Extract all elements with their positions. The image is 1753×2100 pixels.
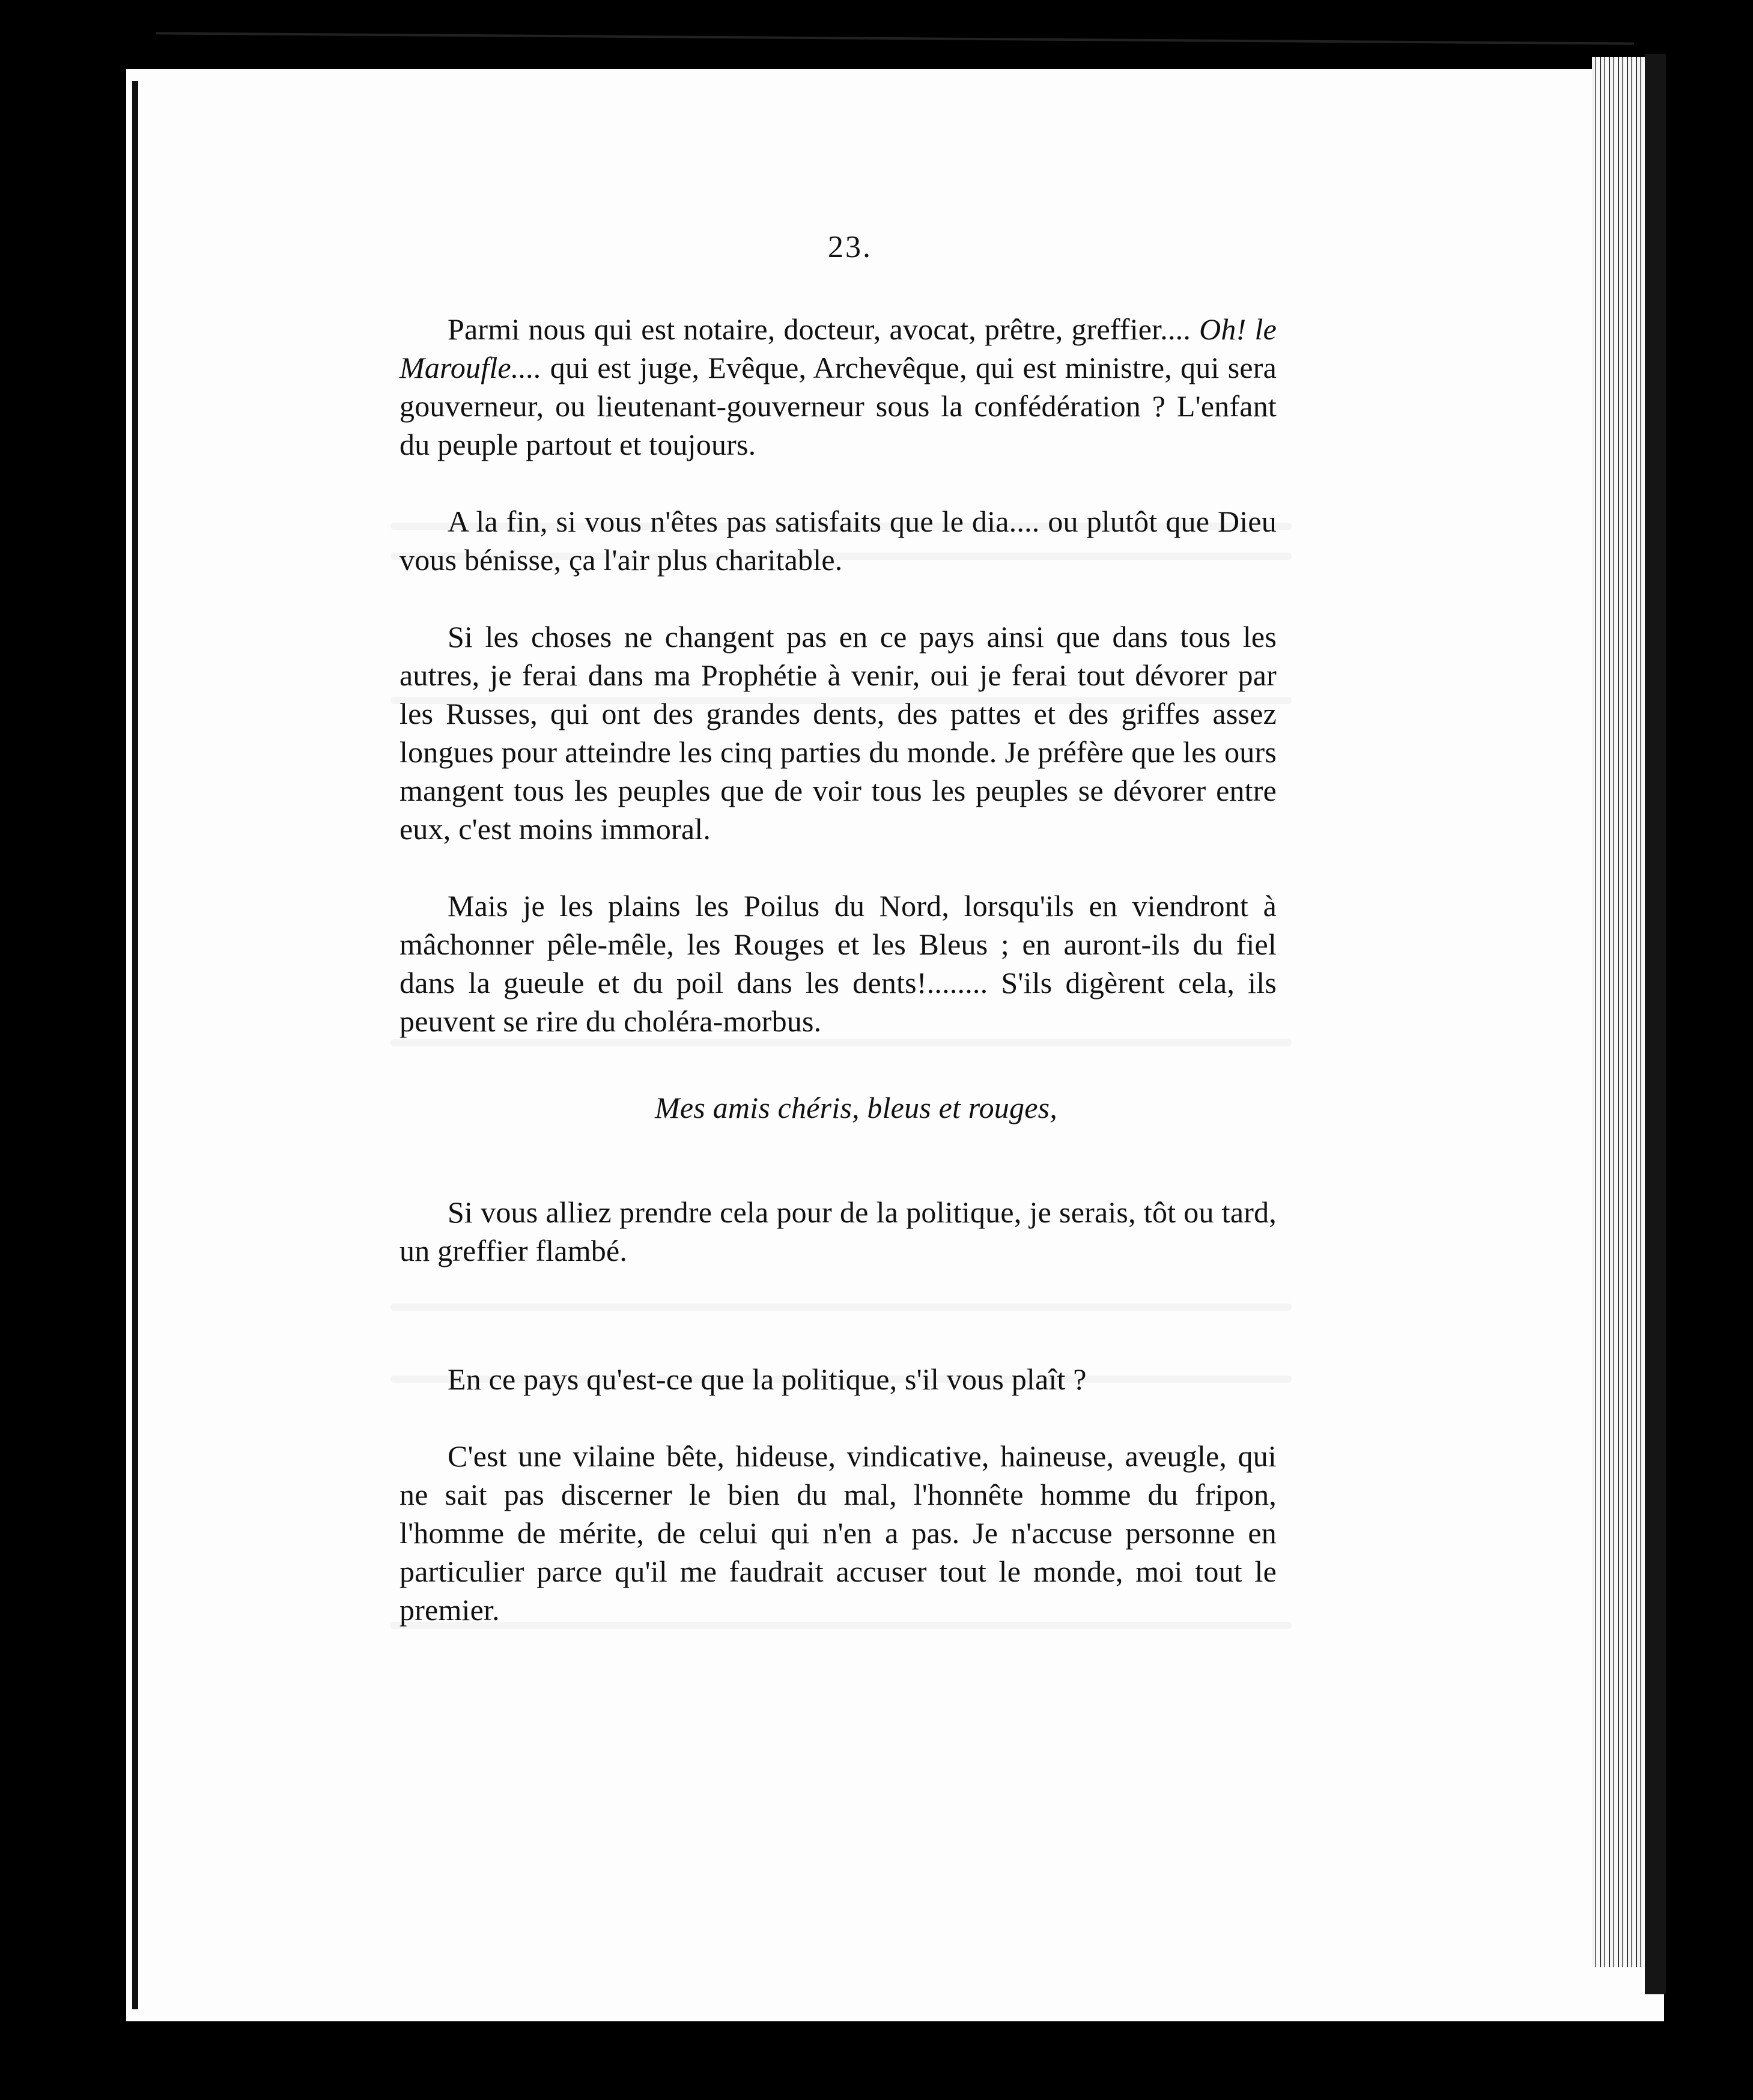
paragraph-1 bbox=[400, 310, 1277, 464]
page-text bbox=[400, 228, 1277, 1668]
paragraph-4: Mais je les plains les Poilus du Nord, lorsqu'ils en viendront à mâchonner pêle-mêle, les Rouges et les Bleus ; en auront-ils du fiel dans la gueule et du poil dans les dents!........ S'ils digèrent cela, ils peuvent se rire du choléra-morbus. bbox=[400, 889, 1277, 1038]
salutation: Mes amis chéris, bleus et rouges, bbox=[655, 1091, 1057, 1124]
paragraph-2: A la fin, si vous n'êtes pas satisfaits que le dia.... ou plutôt que Dieu vous bénisse, ça l'air plus charitable. bbox=[400, 505, 1277, 577]
paragraph-1-end: qui est juge, Evêque, Archevêque, qui est ministre, qui sera gouverneur, ou lieutenant-gouverneur sous la confédération ? L'enfant du peuple partout et toujours. bbox=[400, 351, 1277, 461]
book-edge-shadow bbox=[1645, 54, 1666, 1994]
page-top-edge bbox=[156, 32, 1634, 44]
paragraph-5: Si vous alliez prendre cela pour de la politique, je serais, tôt ou tard, un greffier flambé. bbox=[400, 1195, 1277, 1267]
paragraph-3: Si les choses ne changent pas en ce pays ainsi que dans tous les autres, je ferai dans ma Prophétie à venir, oui je ferai tout dévorer par les Russes, qui ont des grandes dents, des pattes et des griffes assez longues pour atteindre les cinq parties du monde. Je préfère que les ours mangent tous les peuples que de voir tous les peuples se dévorer entre eux, c'est moins immoral. bbox=[400, 620, 1277, 846]
paragraph-1-start: Parmi nous qui est notaire, docteur, avocat, prêtre, greffier.... bbox=[448, 312, 1200, 346]
page-number: 23. bbox=[828, 230, 872, 264]
paragraph-7: C'est une vilaine bête, hideuse, vindicative, haineuse, aveugle, qui ne sait pas discerner le bien du mal, l'honnête homme du fripon, l'homme de mérite, de celui qui n'en a pas. Je n'accuse personne en particulier parce qu'il me faudrait accuser tout le monde, moi tout le premier. bbox=[400, 1439, 1277, 1627]
paragraph-6: En ce pays qu'est-ce que la politique, s'il vous plaît ? bbox=[448, 1362, 1087, 1396]
paragraph-1-emphasis: Oh! le Maroufle.... bbox=[400, 312, 1277, 384]
gutter-rule bbox=[132, 81, 138, 2009]
